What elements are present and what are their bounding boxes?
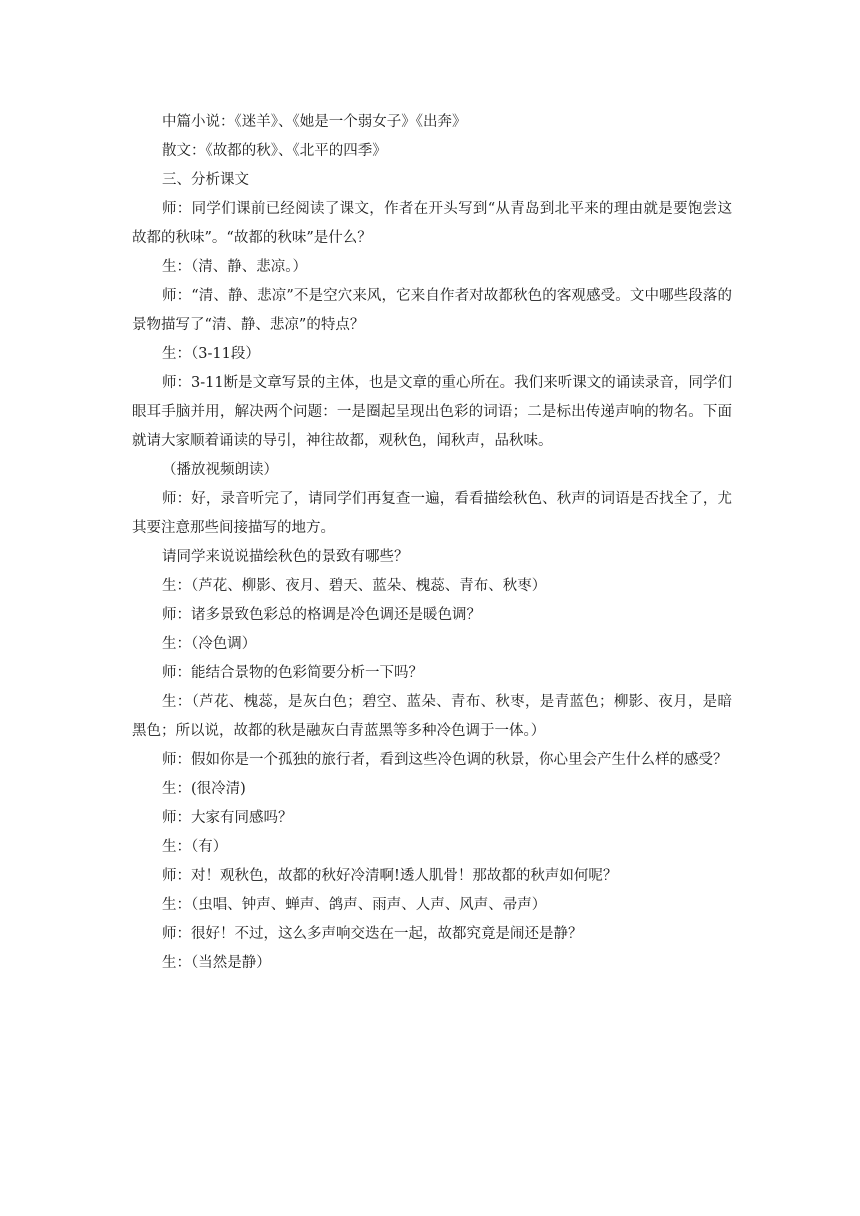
paragraph-teacher-7: 师：假如你是一个孤独的旅行者，看到这些冷色调的秋景，你心里会产生什么样的感受？ [162,752,728,768]
paragraph-teacher-4: 师：好，录音听完了，请同学们再复查一遍，看看描绘秋色、秋声的词语是否找全了，尤其要注意那些间接描写的地方。 [132,491,732,536]
paragraph-question: 请同学来说说描绘秋色的景致有哪些？ [162,549,409,565]
paragraph-student-5: 生：（芦花、槐蕊，是灰白色；碧空、蓝朵、青布、秋枣，是青蓝色；柳影、夜月，是暗黑色；所以说，故都的秋是融灰白青蓝黑等多种冷色调于一体。） [132,694,732,739]
paragraph-video-note: （播放视频朗读） [162,462,278,478]
paragraph-teacher-5: 师：诸多景致色彩总的格调是冷色调还是暖色调？ [162,607,481,623]
paragraph-essays: 散文：《故都的秋》、《北平的四季》 [162,143,387,159]
paragraph-student-7: 生：（有） [162,839,228,855]
paragraph-student-8: 生：（虫唱、钟声、蝉声、鸽声、雨声、人声、风声、帚声） [162,897,547,913]
paragraph-teacher-9: 师：对！观秋色，故都的秋好冷清啊!透人肌骨！那故都的秋声如何呢？ [162,868,618,884]
paragraph-student-4: 生：（冷色调） [162,636,257,652]
paragraph-student-1: 生：（清、静、悲凉。） [162,259,307,275]
paragraph-teacher-2: 师：“清、静、悲凉”不是空穴来风，它来自作者对故都秋色的客观感受。文中哪些段落的景物描写了“清、静、悲凉”的特点？ [132,288,732,333]
paragraph-teacher-6: 师：能结合景物的色彩简要分析一下吗？ [162,665,423,681]
paragraph-teacher-8: 师：大家有同感吗？ [162,810,293,826]
section-heading-analysis: 三、分析课文 [162,172,249,188]
paragraph-student-6: 生：(很冷清) [162,781,246,797]
paragraph-teacher-3: 师：3-11断是文章写景的主体，也是文章的重心所在。我们来听课文的诵读录音，同学们眼耳手脑并用，解决两个问题：一是圈起呈现出色彩的词语；二是标出传递声响的物名。下面就请大家顺着诵读的导引，神往故都，观秋色，闻秋声，品秋味。 [132,375,732,449]
document-body [132,108,732,978]
paragraph-teacher-1: 师：同学们课前已经阅读了课文，作者在开头写到“从青岛到北平来的理由就是要饱尝这故都的秋味”。“故都的秋味”是什么？ [132,201,732,246]
paragraph-novellas: 中篇小说：《迷羊》、《她是一个弱女子》《出奔》 [162,114,467,130]
paragraph-student-3: 生：（芦花、柳影、夜月、碧天、蓝朵、槐蕊、青布、秋枣） [162,578,547,594]
paragraph-student-2: 生：（3-11段） [162,346,260,362]
paragraph-teacher-10: 师：很好！不过，这么多声响交迭在一起，故都究竟是闹还是静？ [162,926,583,942]
paragraph-student-9: 生：（当然是静） [162,955,271,971]
